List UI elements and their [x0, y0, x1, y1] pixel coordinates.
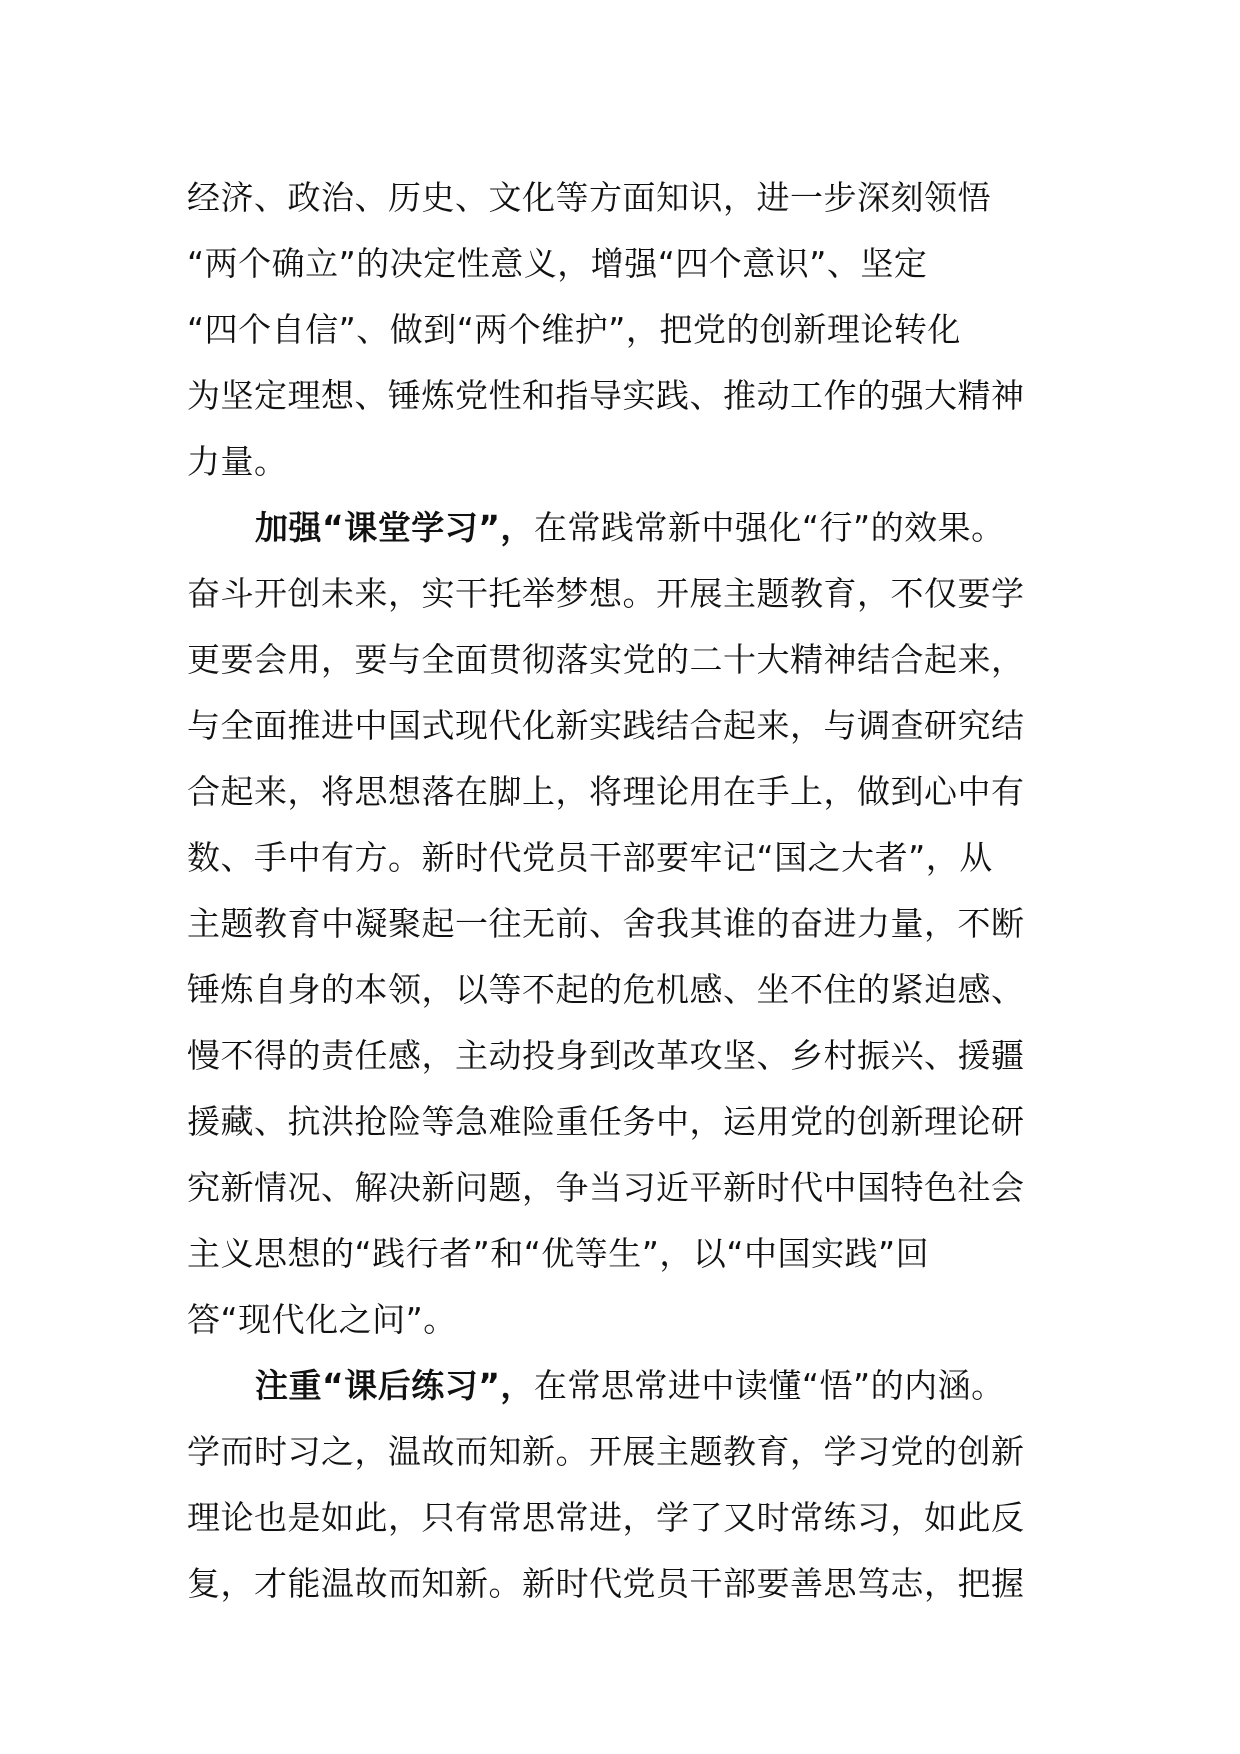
text-line: 学而时习之，温故而知新。开展主题教育，学习党的创新: [187, 1432, 1025, 1471]
paragraph-first-line: [187, 495, 1087, 561]
text-line: 主题教育中凝聚起一往无前、舍我其谁的奋进力量，不断: [187, 904, 1025, 943]
text-line: 援藏、抗洪抢险等急难险重任务中，运用党的创新理论研: [187, 1102, 1025, 1141]
text-line: 经济、政治、历史、文化等方面知识，进一步深刻领悟: [187, 178, 991, 217]
text-line: 慢不得的责任感，主动投身到改革攻坚、乡村振兴、援疆: [187, 1036, 1025, 1075]
document-body: [187, 165, 1087, 1617]
text-line: 究新情况、解决新问题，争当习近平新时代中国特色社会: [187, 1168, 1025, 1207]
text-line: 奋斗开创未来，实干托举梦想。开展主题教育，不仅要学: [187, 574, 1025, 613]
text-line: “四个自信”、做到“两个维护”，把党的创新理论转化: [187, 310, 961, 349]
text-line: 为坚定理想、锤炼党性和指导实践、推动工作的强大精神: [187, 376, 1025, 415]
paragraph-first-line: [187, 1353, 1087, 1419]
text-line: 更要会用，要与全面贯彻落实党的二十大精神结合起来，: [187, 640, 1025, 679]
text-line: 数、手中有方。新时代党员干部要牢记“国之大者”，从: [187, 838, 993, 877]
text-line: 理论也是如此，只有常思常进，学了又时常练习，如此反: [187, 1498, 1025, 1537]
text-line: 锤炼自身的本领，以等不起的危机感、坐不住的紧迫感、: [187, 970, 1025, 1009]
text-line: 复，才能温故而知新。新时代党员干部要善思笃志，把握: [187, 1564, 1025, 1603]
paragraph-heading: 注重“课后练习”，: [255, 1366, 534, 1405]
paragraph-heading-rest: 在常践常新中强化“行”的效果。: [533, 508, 1005, 547]
text-line: 合起来，将思想落在脚上，将理论用在手上，做到心中有: [187, 772, 1025, 811]
text-line: 与全面推进中国式现代化新实践结合起来，与调查研究结: [187, 706, 1025, 745]
paragraph-heading: 加强“课堂学习”，: [255, 508, 534, 547]
text-line: 答“现代化之问”。: [187, 1300, 457, 1339]
text-line: “两个确立”的决定性意义，增强“四个意识”、坚定: [187, 244, 928, 283]
paragraph-heading-rest: 在常思常进中读懂“悟”的内涵。: [533, 1366, 1005, 1405]
text-line: 力量。: [187, 442, 288, 481]
text-line: 主义思想的“践行者”和“优等生”，以“中国实践”回: [187, 1234, 930, 1273]
